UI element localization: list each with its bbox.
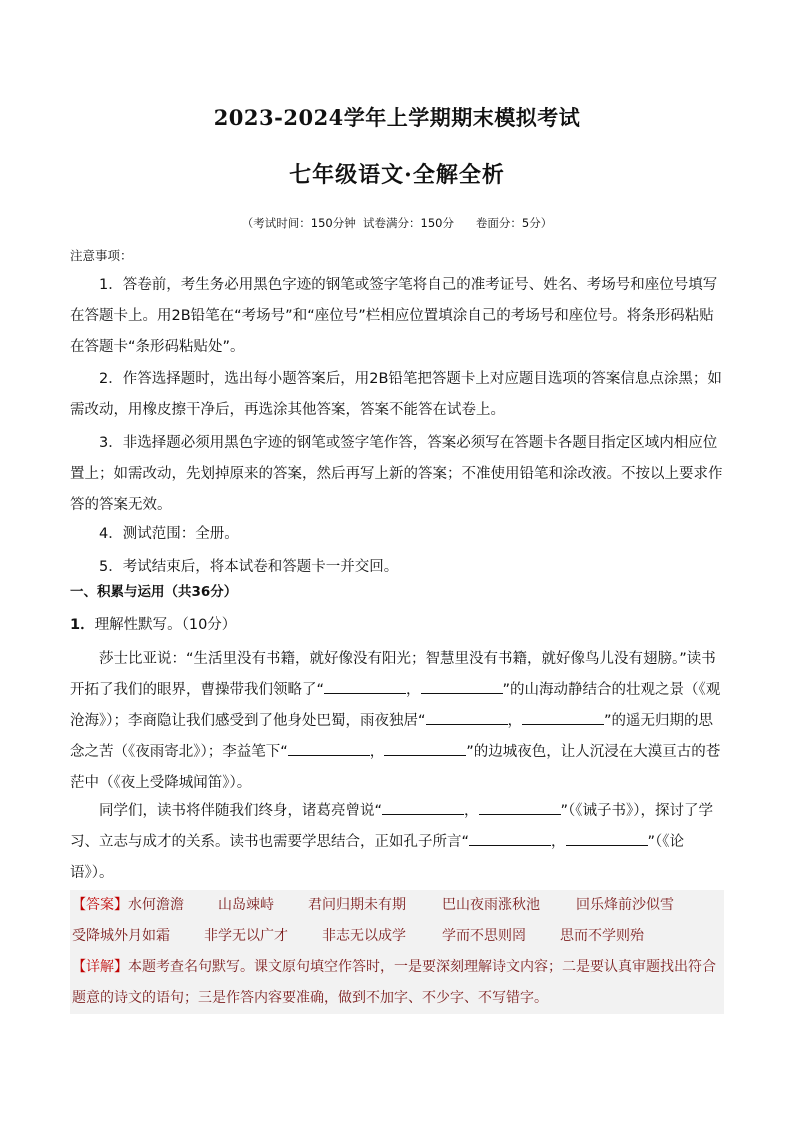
question-1-passage-2 xyxy=(70,796,724,889)
exam-info: （考试时间：150分钟 试卷满分：150分 卷面分：5分） xyxy=(241,216,553,230)
answer-box xyxy=(70,890,724,1014)
notice-item-2: 2．作答选择题时，选出每小题答案后，用2B铅笔把答题卡上对应题目选项的答案信息点涂黑；如需改动，用橡皮擦干净后，再选涂其他答案，答案不能答在试卷上。 xyxy=(70,371,722,418)
passage-text: ， xyxy=(369,744,385,760)
answer-item: 受降城外月如霜 xyxy=(72,928,170,944)
passage-text: ”（《论语》）。 xyxy=(70,834,685,881)
fill-blank[interactable] xyxy=(479,797,561,815)
answer-item: 巴山夜雨涨秋池 xyxy=(442,897,540,913)
exam-title: 2023-2024学年上学期期末模拟考试 xyxy=(213,105,581,130)
passage-text: ， xyxy=(507,713,523,729)
passage-text: ”（《诫子书》），探讨了学习、立志与成才的关系。读书也需要学思结合，正如孔子所言“ xyxy=(70,803,714,850)
detail-text: 题意的诗文的语句；三是作答内容要准确，做到不加字、不少字、不写错字。 xyxy=(72,990,548,1006)
passage-text: ， xyxy=(406,682,421,698)
answer-item: 君问归期未有期 xyxy=(308,897,406,913)
answer-item: 思而不学则殆 xyxy=(560,928,644,944)
passage-text: 莎士比亚说：“生活里没有书籍，就好像没有阳光；智慧里没有书籍，就好像鸟儿没有翅膀。”读书开拓了我们的眼界，曹操带我们领略了“ xyxy=(70,651,716,698)
fill-blank[interactable] xyxy=(382,797,464,815)
answer-item: 非学无以广才 xyxy=(204,928,288,944)
fill-blank[interactable] xyxy=(566,828,648,846)
question-title: 理解性默写。（10分） xyxy=(94,617,237,633)
passage-text: ， xyxy=(551,834,566,850)
passage-text: 同学们，读书将伴随我们终身，诸葛亮曾说“ xyxy=(99,803,383,819)
exam-subtitle: 七年级语文·全解全析 xyxy=(289,162,505,188)
section-title: 一、积累与运用（共36分） xyxy=(70,584,238,600)
answer-item: 水何澹澹 xyxy=(128,897,184,913)
notice-item-1: 1．答卷前，考生务必用黑色字迹的钢笔或签字笔将自己的准考证号、姓名、考场号和座位号填写在答题卡上。用2B铅笔在“考场号”和“座位号”栏相应位置填涂自己的考场号和座位号。将条形码粘贴在答题卡“条形码粘贴处”。 xyxy=(70,277,718,355)
fill-blank[interactable] xyxy=(421,676,503,694)
fill-blank[interactable] xyxy=(469,828,551,846)
fill-blank[interactable] xyxy=(426,707,508,725)
fill-blank[interactable] xyxy=(384,738,466,756)
fill-blank[interactable] xyxy=(288,738,370,756)
answer-item: 非志无以成学 xyxy=(322,928,406,944)
passage-text: ， xyxy=(464,803,479,819)
passage-text: ”的山海动静结合的壮观之景（《观沧海》）；李商隐让我们感受到了他身处巴蜀，雨夜独居“ xyxy=(70,682,721,729)
passage-text: ”的边城夜色，让人沉浸在大漠亘古的苍茫中（《夜上受降城闻笛》）。 xyxy=(70,744,721,791)
answer-item: 学而不思则罔 xyxy=(442,928,526,944)
answer-row-1 xyxy=(72,890,128,921)
passage-text: ”的遥无归期的思念之苦（《夜雨寄北》）；李益笔下“ xyxy=(70,713,714,760)
detail-text: 本题考查名句默写。课文原句填空作答时，一是要深刻理解诗文内容；二是要认真审题找出符合 xyxy=(128,959,716,975)
question-1-passage-1 xyxy=(70,644,724,799)
notice-item-5: 5．考试结束后，将本试卷和答题卡一并交回。 xyxy=(99,559,399,575)
answer-item: 回乐烽前沙似雪 xyxy=(576,897,674,913)
answer-item: 山岛竦峙 xyxy=(218,897,274,913)
notice-item-3: 3．非选择题必须用黑色字迹的钢笔或签字笔作答，答案必须写在答题卡各题目指定区域内相应位置上；如需改动，先划掉原来的答案，然后再写上新的答案；不准使用铅笔和涂改液。不按以上要求作答的答案无效。 xyxy=(70,435,723,513)
answer-detail-line-2 xyxy=(72,983,548,1014)
question-1-heading xyxy=(70,613,236,634)
fill-blank[interactable] xyxy=(522,707,604,725)
question-number: 1． xyxy=(70,617,95,633)
answer-detail-line-1 xyxy=(72,952,716,983)
answer-tag: 【答案】 xyxy=(72,897,128,913)
detail-tag: 【详解】 xyxy=(72,959,128,975)
notice-label: 注意事项： xyxy=(70,248,133,263)
fill-blank[interactable] xyxy=(324,676,406,694)
notice-item-4: 4．测试范围：全册。 xyxy=(99,526,239,542)
